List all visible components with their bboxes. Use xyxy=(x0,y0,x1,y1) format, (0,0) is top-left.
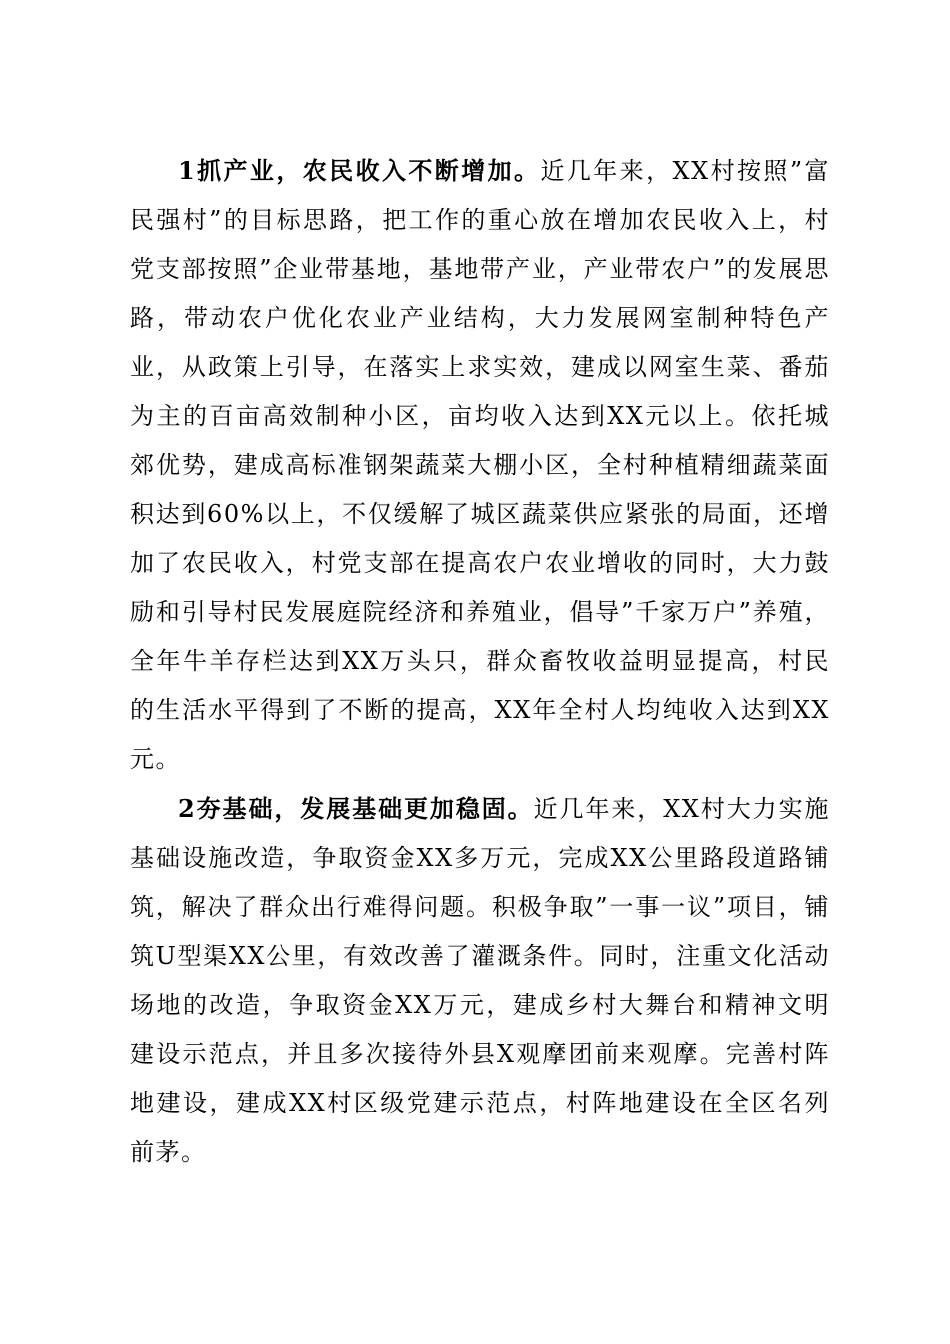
paragraph-heading: 1抓产业，农民收入不断增加。 xyxy=(178,156,541,185)
document-body xyxy=(130,146,830,1177)
paragraph-infrastructure xyxy=(130,784,830,1177)
paragraph-text: 近几年来，XX村按照”富民强村”的目标思路，把工作的重心放在增加农民收入上，村党支部按照”企业带基地，基地带产业，产业带农户”的发展思路，带动农户优化农业产业结构，大力发展网室制种特色产业，从政策上引导，在落实上求实效，建成以网室生菜、番茄为主的百亩高效制种小区，亩均收入达到XX元以上。依托城郊优势，建成高标准钢架蔬菜大棚小区，全村种植精细蔬菜面积达到60%以上，不仅缓解了城区蔬菜供应紧张的局面，还增加了农民收入，村党支部在提高农户农业增收的同时，大力鼓励和引导村民发展庭院经济和养殖业，倡导”千家万户”养殖，全年牛羊存栏达到XX万头只，群众畜牧收益明显提高，村民的生活水平得到了不断的提高，XX年全村人均纯收入达到XX元。 xyxy=(130,157,830,773)
paragraph-text: 近几年来，XX村大力实施基础设施改造，争取资金XX多万元，完成XX公里路段道路铺筑，解决了群众出行难得问题。积极争取”一事一议”项目，铺筑U型渠XX公里，有效改善了灌溉条件。同时，注重文化活动场地的改造，争取资金XX万元，建成乡村大舞台和精神文明建设示范点，并且多次接待外县X观摩团前来观摩。完善村阵地建设，建成XX村区级党建示范点，村阵地建设在全区名列前茅。 xyxy=(130,795,830,1166)
paragraph-heading: 2夯基础，发展基础更加稳固。 xyxy=(178,794,534,823)
paragraph-industry xyxy=(130,146,830,784)
